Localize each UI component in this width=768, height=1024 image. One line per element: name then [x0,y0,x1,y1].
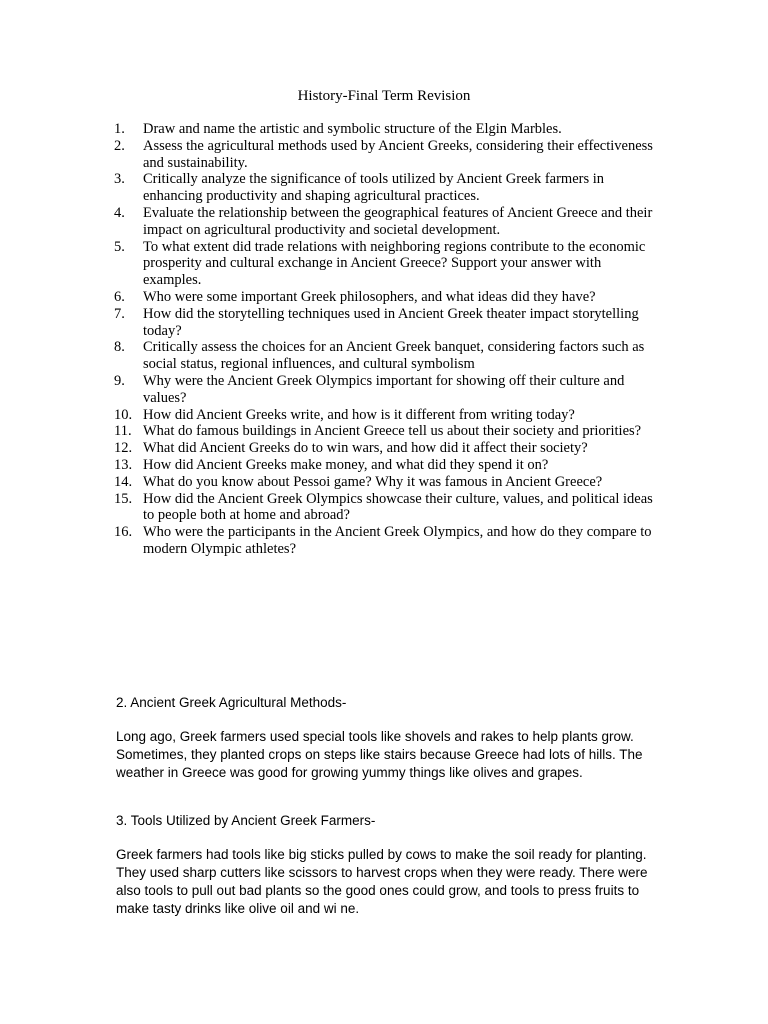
question-number: 2. [114,137,125,154]
question-item [114,524,654,558]
question-number: 1. [114,121,125,137]
question-number: 16. [114,524,133,541]
question-text: Critically analyze the significance of tools utilized by Ancient Greek farmers in enhancing productivity and shaping agricultural practices. [143,171,605,205]
question-number: 4. [114,204,125,221]
question-item [114,423,654,440]
question-item [114,457,654,474]
question-item [114,440,654,457]
question-text: What do you know about Pessoi game? Why it was famous in Ancient Greece? [143,473,603,490]
question-item [114,373,654,407]
question-text: What did Ancient Greeks do to win wars, and how did it affect their society? [143,440,588,457]
question-text: Who were the participants in the Ancient Greek Olympics, and how do they compare to modern Olympic athletes? [143,524,652,557]
question-item [114,491,654,525]
question-text: How did the Ancient Greek Olympics showcase their culture, values, and political ideas to people both at home and abroad? [143,490,653,524]
question-text: How did the storytelling techniques used in Ancient Greek theater impact storytelling today? [143,305,639,339]
section-paragraph: Long ago, Greek farmers used special tools like shovels and rakes to help plants grow. Sometimes, they planted crops on steps like stairs because Greece had lots of hills. The weather in Greece was good for growing yummy things like olives and grapes. [116,729,643,780]
question-number: 13. [114,456,133,473]
question-text: What do famous buildings in Ancient Greece tell us about their society and priorities? [143,423,642,440]
question-item [114,239,654,289]
question-number: 6. [114,288,125,305]
question-item [114,407,654,424]
question-number: 14. [114,473,133,490]
question-number: 5. [114,238,125,255]
question-item [114,306,654,340]
question-number: 12. [114,440,133,457]
question-number: 9. [114,372,125,389]
question-item [114,121,654,138]
question-text: To what extent did trade relations with neighboring regions contribute to the economic prosperity and cultural exchange in Ancient Greece? Support your answer with examples. [143,238,646,289]
section-agricultural-methods [116,694,656,782]
question-number: 3. [114,171,125,188]
question-text: Assess the agricultural methods used by Ancient Greeks, considering their effectiveness and sustainability. [143,137,653,171]
question-text: Draw and name the artistic and symbolic structure of the Elgin Marbles. [143,121,562,137]
question-number: 10. [114,406,133,423]
question-number: 8. [114,339,125,356]
section-farming-tools [116,812,656,918]
section-heading: 2. Ancient Greek Agricultural Methods- [116,695,347,710]
question-text: How did Ancient Greeks make money, and what did they spend it on? [143,456,549,473]
question-text: Who were some important Greek philosophers, and what ideas did they have? [143,288,596,305]
question-item [114,289,654,306]
question-item [114,474,654,491]
question-number: 11. [114,423,132,440]
section-heading: 3. Tools Utilized by Ancient Greek Farmers- [116,813,376,828]
question-text: How did Ancient Greeks write, and how is it different from writing today? [143,406,575,423]
question-text: Evaluate the relationship between the geographical features of Ancient Greece and their impact on agricultural productivity and societal development. [143,204,653,238]
question-item [114,138,654,172]
question-number: 7. [114,305,125,322]
question-item [114,339,654,373]
question-item [114,171,654,205]
page-title: History-Final Term Revision [297,88,471,104]
question-text: Critically assess the choices for an Ancient Greek banquet, considering factors such as social status, regional influences, and cultural symbolism [143,339,645,373]
question-text: Why were the Ancient Greek Olympics important for showing off their culture and values? [143,372,625,406]
question-item [114,205,654,239]
question-list [114,121,654,558]
section-paragraph: Greek farmers had tools like big sticks pulled by cows to make the soil ready for planting. They used sharp cutters like scissors to harvest crops when they were ready. There were also tools to pull out bad plants so the good ones could grow, and tools to press fruits to make tasty drinks like olive oil and wi ne. [116,847,648,916]
question-number: 15. [114,490,133,507]
